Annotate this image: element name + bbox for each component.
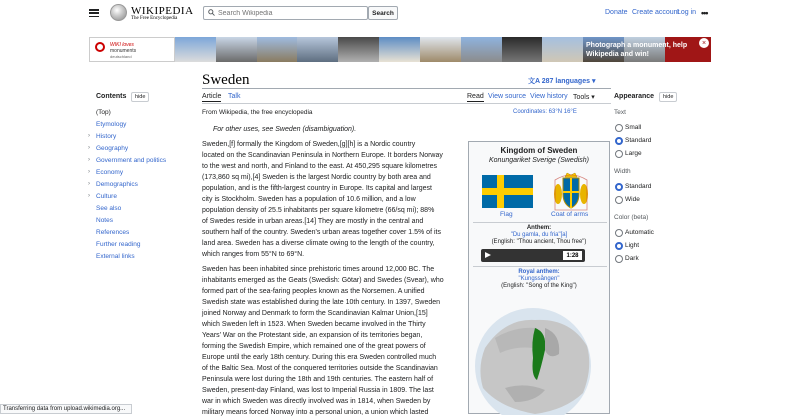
chevron-right-icon[interactable]: › [88,193,90,199]
toc-item-demographics[interactable]: Demographics [96,181,138,188]
radio-label: Light [625,242,640,249]
royal-anthem-name[interactable]: "Kungssången" [518,276,560,282]
paragraph-line: (173,860 sq mi),[4] Sweden is the largest Nordic country by both area and [202,174,431,181]
more-options-icon[interactable]: ••• [701,8,708,18]
toc-item-references[interactable]: References [96,229,130,236]
toc-hide-button[interactable]: hide [131,92,149,102]
chevron-right-icon[interactable]: › [88,181,90,187]
paragraph-line: Sweden, present-day Finland, was lost to Imperial Russia in 1809. The last [202,387,434,394]
hatnote: For other uses, see Sweden (disambiguation). [213,126,357,133]
infobox-subtitle: Konungariket Sverige (Swedish) [489,157,589,164]
page-title: Sweden [202,72,250,88]
wiki-loves-monuments-logo [89,37,175,62]
logo-wordmark[interactable]: WIKIPEDIA [131,5,194,17]
audio-duration: 1:28 [563,251,582,260]
anthem-label: Anthem: [526,225,552,231]
radio-label: Dark [625,255,639,262]
paragraph-line: located on the Scandinavian Peninsula in Northern Europe. It borders Norway [202,152,443,159]
radio-text-standard[interactable] [615,137,623,145]
logo-tagline: The Free Encyclopedia [131,16,178,21]
chevron-right-icon[interactable]: › [88,145,90,151]
radio-width-wide[interactable] [615,196,623,204]
radio-color-dark[interactable] [615,255,623,263]
chevron-right-icon[interactable]: › [88,169,90,175]
toc-item-history[interactable]: History [96,133,117,140]
tab-read[interactable]: Read [467,93,484,100]
paragraph-line: population density of 25.5 inhabitants per square kilometre (66/sq mi); 88% [202,207,435,214]
radio-color-automatic[interactable] [615,229,623,237]
search-box[interactable] [203,6,368,20]
toc-item-see-also[interactable]: See also [96,205,122,212]
paragraph-line: joined Norway and Denmark to form the Scandinavian Kalmar Union,[15] [202,310,428,317]
donate-link[interactable]: Donate [605,9,628,16]
paragraph-line: of the Baltic Sea. Most of the conquered territories outside the Scandinavian [202,365,438,372]
toc-item-external-links[interactable]: External links [96,253,135,260]
wikipedia-globe-logo[interactable] [110,4,127,21]
coat-of-arms-image[interactable] [553,172,589,212]
title-divider [202,88,611,89]
location-map[interactable] [475,298,605,415]
search-button[interactable]: Search [368,6,398,20]
paragraph-line: population, and is the fifth-largest country in Europe. Its capital and largest [202,185,432,192]
paragraph-line: Sweden has been inhabited since prehistoric times around 12,000 BC. The [202,266,435,273]
search-icon [208,9,215,16]
paragraph-line: war in which Sweden was directly involved was in 1814, when Sweden by [202,398,431,405]
paragraph-line: forming the Swedish Empire, which remained one of the great powers of [202,343,426,350]
paragraph-line: Sweden,[f] formally the Kingdom of Sweden,[g][h] is a Nordic country [202,141,416,148]
toc-item-culture[interactable]: Culture [96,193,117,200]
paragraph-line: Swedish state was established during the late 10th century. In 1397, Sweden [202,299,441,306]
paragraph-line: which Sweden left in 1523. When Sweden became involved in the Thirty [202,321,426,328]
paragraph-line: inhabitants emerged as the Geats (Swedish: Götar) and Swedes (Svear), who [202,277,444,284]
infobox-divider [473,222,607,223]
tools-label: Tools [573,94,590,101]
paragraph-line: Years' War on the Protestant side, an expansion of its territories began, [202,332,423,339]
toc-item-notes[interactable]: Notes [96,217,113,224]
radio-text-large[interactable] [615,150,623,158]
create-account-link[interactable]: Create account [632,9,680,16]
tab-view-history[interactable]: View history [530,93,568,100]
infobox-title: Kingdom of Sweden [500,146,578,155]
banner-cta-text[interactable]: Photograph a monument, help Wikipedia and win! [586,42,688,58]
paragraph-line: to the west and north, and Finland to the east. At 450,295 square kilometres [202,163,438,170]
toc-item-government[interactable]: Government and politics [96,157,167,164]
paragraph-line: military means forced Norway into a personal union, a union which lasted [202,409,429,416]
paragraph-line: which ranges from 55°N to 69°N. [202,251,305,258]
toc-item-geography[interactable]: Geography [96,145,129,152]
audio-player[interactable] [481,249,585,262]
radio-color-light[interactable] [615,242,623,250]
tab-view-source[interactable]: View source [488,93,527,100]
radio-label: Large [625,150,642,157]
appearance-hide-button[interactable]: hide [659,92,677,102]
banner-logo-line2: monuments [110,48,137,54]
main-menu-icon[interactable] [89,9,99,17]
article-paragraph-1 [202,139,462,260]
languages-button[interactable]: 文A 287 languages ▾ [528,78,596,85]
paragraph-line: land area. Sweden has a diverse climate owing to the length of the country, [202,240,435,247]
infobox [468,141,610,414]
chevron-right-icon[interactable]: › [88,133,90,139]
paragraph-line: Europe until the early 18th century. During this era Sweden controlled much [202,354,437,361]
article-paragraph-2 [202,264,462,418]
radio-width-standard[interactable] [615,183,623,191]
infobox-divider [473,266,607,267]
tools-menu[interactable]: Tools ▾ [573,94,595,101]
toc-heading: Contents [96,93,127,100]
radio-label: Standard [625,183,652,190]
toc-item-further-reading[interactable]: Further reading [96,241,141,248]
radio-text-small[interactable] [615,124,623,132]
search-input[interactable] [218,8,363,18]
radio-label: Small [625,124,642,131]
login-link[interactable]: Log in [677,9,697,16]
color-label: Color (beta) [614,214,649,221]
banner-close-icon[interactable]: × [699,38,709,48]
toc-item-top[interactable]: (Top) [96,109,111,116]
paragraph-line: formed part of the sea-faring peoples known as the Norsemen. A unified [202,288,425,295]
paragraph-line: southern half of the country. Sweden's urban areas together cover 1.5% of its [202,229,441,236]
chevron-right-icon[interactable]: › [88,157,90,163]
flag-caption[interactable]: Flag [500,211,513,218]
banner-logo-line3: deutschland [110,54,132,59]
radio-label: Automatic [625,229,654,236]
text-size-label: Text [614,109,626,116]
tabs-divider [202,103,611,104]
anthem-name[interactable]: "Du gamla, du fria"[a] [510,232,568,238]
flag-of-sweden[interactable] [482,175,533,208]
coat-of-arms-caption[interactable]: Coat of arms [551,211,589,218]
paragraph-line: of Swedes reside in urban areas.[14] They are mostly in the central and [202,218,424,225]
site-subtitle: From Wikipedia, the free encyclopedia [202,109,313,116]
languages-label: 287 languages [541,78,590,85]
width-label: Width [614,168,631,175]
paragraph-line: city is Stockholm. Sweden has a population of 10.6 million, and a low [202,196,416,203]
play-icon[interactable] [485,252,491,258]
banner-logo-line1: WIKI loves [110,42,134,48]
monuments-logo-icon [95,42,105,52]
site-header [0,0,800,30]
royal-anthem-label[interactable]: Royal anthem: [518,269,560,275]
anthem-english: (English: "Thou ancient, Thou free") [491,239,587,245]
coordinates-link[interactable]: Coordinates: 63°N 16°E [513,109,577,115]
radio-label: Wide [625,196,640,203]
toc-item-economy[interactable]: Economy [96,169,124,176]
language-icon: 文A [528,78,542,85]
toc-item-etymology[interactable]: Etymology [96,121,127,128]
tab-article[interactable]: Article [202,93,222,100]
appearance-heading: Appearance [614,93,655,100]
paragraph-line: Peninsula were lost during the 18th and 19th centuries. The eastern half of [202,376,434,383]
radio-label: Standard [625,137,652,144]
tab-talk[interactable]: Talk [228,93,241,100]
royal-anthem-english: (English: "Song of the King") [501,283,577,289]
browser-status-bar: Transferring data from upload.wikimedia.org... [0,404,132,414]
